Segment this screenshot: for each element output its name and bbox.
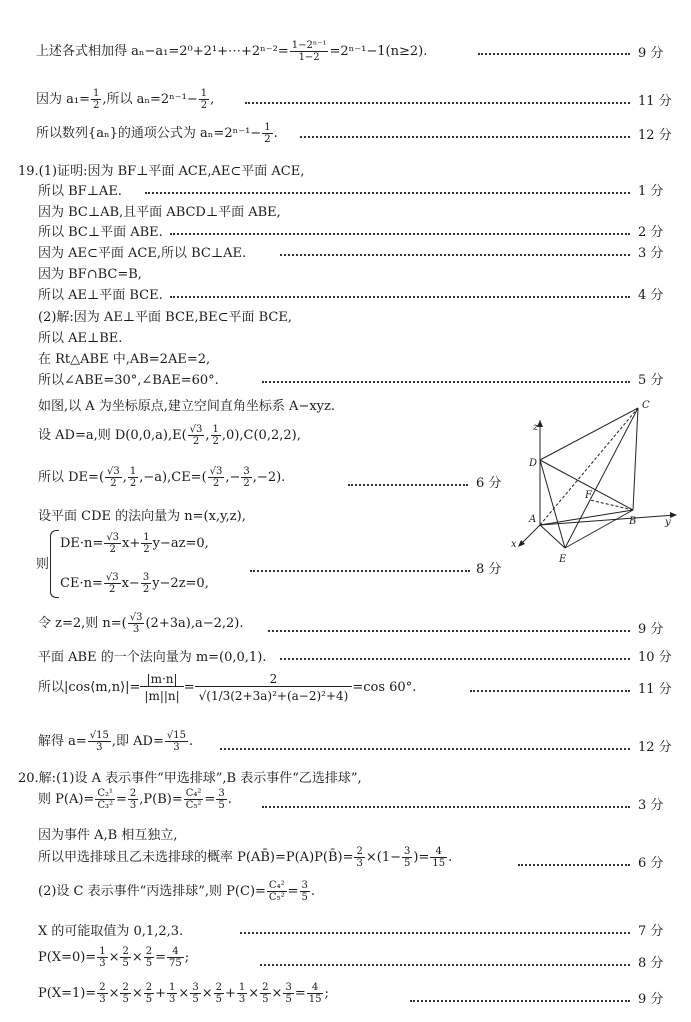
score-8: 8 分: [638, 956, 664, 971]
dot-leader: [300, 136, 630, 138]
q20-start: 20.解:(1)设 A 表示事件“甲选排球”,B 表示事件“乙选排球”,: [18, 771, 362, 786]
line-general-term: 所以数列{aₙ}的通项公式为 aₙ=2ⁿ⁻¹− $\frac{1}{2}$ .: [36, 122, 278, 145]
dot-leader: [410, 1000, 630, 1002]
label-e: E: [559, 554, 567, 565]
label-b: B: [629, 516, 637, 527]
line-a1: 因为 a₁= $\frac{1}{2}$ ,所以 aₙ=2ⁿ⁻¹− $\frac{1}{2}$ ,: [36, 88, 215, 111]
label-f: F: [585, 490, 592, 501]
q19-line: 所以∠ABE=30°,∠BAE=60°.: [38, 373, 219, 388]
q20-px1: P(X=1)= $\frac{2}{3}$ × $\frac{2}{5}$ × $\frac{2}{5}$ + $\frac{1}{3}$ × $\frac{3}{5}$ × $\frac{2}{5}$ + $\frac{1}{3}$ × $\frac{2}{5}$ × $\frac{3}{5}$ = $\frac{4}{15}$ ;: [38, 982, 329, 1005]
q19-line: 所以 BF⊥AE.: [38, 184, 122, 199]
score-10: 10 分: [638, 650, 672, 665]
dot-leader: [245, 102, 630, 104]
dot-leader: [250, 570, 470, 572]
score-2: 2 分: [638, 225, 664, 240]
q20-px0: P(X=0)= $\frac{1}{3}$ × $\frac{2}{5}$ × $\frac{2}{5}$ = $\frac{4}{75}$ ;: [38, 946, 190, 969]
q19-then: 则: [36, 557, 50, 572]
dot-leader: [280, 254, 630, 256]
dot-leader: [145, 192, 630, 194]
q19-line: 所以 AE⊥BE.: [38, 331, 123, 346]
q19-coords: 设 AD=a,则 D(0,0,a),E( $\frac{√3}{2}$ , $\frac{1}{2}$ ,0),C(0,2,2),: [38, 424, 301, 447]
score-11: 11 分: [638, 94, 672, 109]
score-1: 1 分: [638, 184, 664, 199]
dot-leader: [280, 658, 630, 660]
label-z: z: [533, 422, 539, 433]
score-11: 11 分: [638, 682, 672, 697]
label-d: D: [529, 458, 538, 469]
q19-line: 因为 BC⊥AB,且平面 ABCD⊥平面 ABE,: [38, 205, 281, 220]
q19-line: 因为 BF∩BC=B,: [38, 267, 142, 282]
dot-leader: [170, 233, 630, 235]
score-7: 7 分: [638, 924, 664, 939]
score-9: 9 分: [638, 992, 664, 1007]
q19-line: 在 Rt△ABE 中,AB=2AE=2,: [38, 352, 211, 367]
score-9: 9 分: [638, 46, 664, 61]
label-c: C: [642, 400, 650, 411]
q19-set-z: 令 z=2,则 n=( $\frac{√3}{3}$ (2+3a),a−2,2).: [38, 612, 244, 635]
score-8: 8 分: [476, 562, 502, 577]
q19-vectors: 所以 DE=( $\frac{√3}{2}$ , $\frac{1}{2}$ ,−a),CE=( $\frac{√3}{2}$ ,− $\frac{3}{2}$ ,−2).: [38, 466, 286, 489]
label-a: A: [529, 514, 537, 525]
score-3: 3 分: [638, 798, 664, 813]
q19-line: 因为 AE⊂平面 ACE,所以 BC⊥AE.: [38, 246, 247, 261]
dot-leader: [518, 864, 630, 866]
score-4: 4 分: [638, 288, 664, 303]
score-9: 9 分: [638, 622, 664, 637]
q19-proof-start: 19.(1)证明:因为 BF⊥平面 ACE,AE⊂平面 ACE,: [18, 164, 305, 179]
dot-leader: [240, 932, 630, 934]
score-12: 12 分: [638, 740, 672, 755]
score-3: 3 分: [638, 246, 664, 261]
label-y: y: [665, 517, 671, 528]
dot-leader: [470, 690, 630, 692]
equation-1: DE·n= $\frac{√3}{2}$ x+ $\frac{1}{2}$ y−az=0,: [60, 532, 209, 555]
dot-leader: [260, 964, 630, 966]
score-6: 6 分: [476, 476, 502, 491]
dot-leader: [262, 806, 630, 808]
q19-line: 所以 BC⊥平面 ABE.: [38, 225, 163, 240]
q19-cos: 所以|cos⟨m,n⟩|= $\frac{|m\cdot n|}{|m||n|}$ = $\frac{2}{\text{√(1/3(2+3a)²+(a−2)²+4)}}$ =cos 60°.: [38, 672, 417, 703]
q20-prob: 所以甲选排球且乙未选排球的概率 P(AB̄)=P(A)P(B̄)= $\frac{2}{3}$ ×(1− $\frac{3}{5}$ )= $\frac{4}{15}$ .: [38, 846, 453, 869]
q19-solve: 解得 a= $\frac{√15}{3}$ ,即 AD= $\frac{√15}{3}$ .: [38, 730, 194, 753]
q19-line: 设平面 CDE 的法向量为 n=(x,y,z),: [38, 509, 246, 524]
q20-line: 因为事件 A,B 相互独立,: [38, 828, 178, 843]
score-5: 5 分: [638, 373, 664, 388]
q20-pa-pb: 则 P(A)= $\frac{\text{C₂¹}}{\text{C₃²}}$ = $\frac{2}{3}$ ,P(B)= $\frac{\text{C₄²}}{\text{C₅²}}$ = $\frac{3}{5}$ .: [38, 788, 232, 811]
label-x: x: [511, 539, 517, 550]
equation-2: CE·n= $\frac{√3}{2}$ x− $\frac{3}{2}$ y−2z=0,: [60, 572, 209, 595]
dot-leader: [348, 484, 468, 486]
pyramid-diagram: [505, 400, 685, 580]
q19-line: 所以 AE⊥平面 BCE.: [38, 288, 163, 303]
q19-line: 平面 ABE 的一个法向量为 m=(0,0,1).: [38, 650, 267, 665]
q19-part2: (2)解:因为 AE⊥平面 BCE,BE⊂平面 BCE,: [38, 310, 292, 325]
line-sum: 上述各式相加得 aₙ−a₁=2⁰+2¹+⋯+2ⁿ⁻²= $\frac{\text{1−2ⁿ⁻¹}}{1-2}$ =2ⁿ⁻¹−1(n≥2).: [36, 40, 428, 63]
dot-leader: [262, 381, 630, 383]
q20-pc: (2)设 C 表示事件“丙选排球”,则 P(C)= $\frac{\text{C₄²}}{\text{C₅²}}$ = $\frac{3}{5}$ .: [38, 880, 316, 903]
q19-line: 如图,以 A 为坐标原点,建立空间直角坐标系 A−xyz.: [38, 399, 335, 414]
q20-line: X 的可能取值为 0,1,2,3.: [38, 924, 184, 939]
dot-leader: [478, 53, 630, 55]
dot-leader: [170, 296, 630, 298]
system-brace: [50, 530, 59, 598]
score-12: 12 分: [638, 128, 672, 143]
dot-leader: [220, 748, 630, 750]
dot-leader: [268, 630, 630, 632]
score-6: 6 分: [638, 856, 664, 871]
